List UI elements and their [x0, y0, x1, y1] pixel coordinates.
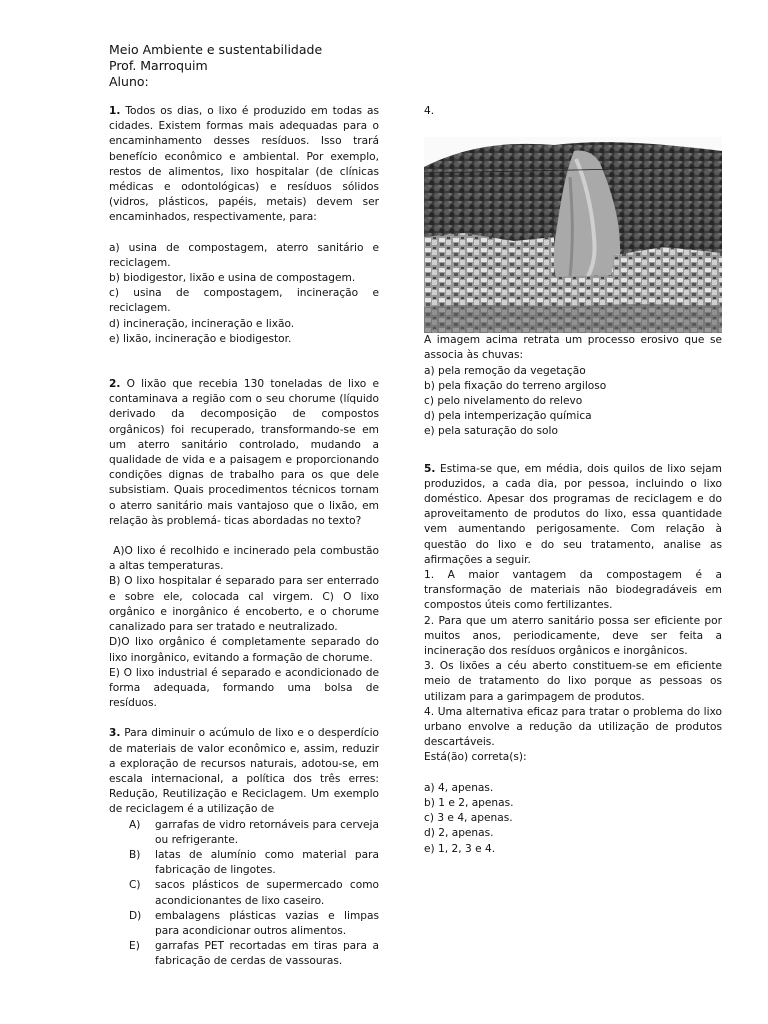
- left-column: [109, 104, 383, 970]
- option-a: A) garrafas de vidro retornáveis para cerveja ou refrigerante.: [129, 818, 379, 846]
- question-text: Para diminuir o acúmulo de lixo e o desperdício de materiais de valor econômico e, assim, reduzir a exploração de recursos naturais, adotou-se, em escala internacional, a política dos três erres: Redução, Reutilização e Reciclagem. Um exemplo de reciclagem é a utilização de: [109, 727, 379, 816]
- option-d: D)O lixo orgânico é completamente separado do lixo inorgânico, evitando a formação de chorume.: [109, 636, 379, 664]
- option-d: d) pela intemperização química: [424, 410, 592, 423]
- question-number: 3.: [109, 727, 121, 740]
- option-a: a) pela remoção da vegetação: [424, 364, 586, 377]
- option-a: A)O lixo é recolhido e incinerado pela combustão a altas temperaturas.: [109, 545, 383, 573]
- student-label: Aluno:: [109, 74, 149, 89]
- option-e: E) O lixo industrial é separado e acondicionado de forma adequada, formando uma bolsa de resíduos.: [109, 666, 379, 710]
- worksheet-header: [109, 42, 322, 90]
- options-list: [109, 818, 379, 970]
- statement-3: 3. Os lixões a céu aberto constituem-se em eficiente meio de tratamento do lixo porque as pessoas os utilizam para a garimpagem de produtos.: [424, 660, 722, 703]
- option-a: a) 4, apenas.: [424, 781, 494, 794]
- statement-1: 1. A maior vantagem da compostagem é a transformação de materiais não biodegradáveis em compostos úteis como fertilizantes.: [424, 569, 722, 612]
- question-text: Estima-se que, em média, dois quilos de lixo sejam produzidos, a cada dia, por pessoa, incluindo o lixo doméstico. Apesar dos programas de reciclagem e do aproveitamento de produtos do lixo, essa quantidade vem aumentando perigosamente. Com relação à questão do lixo e do seu tratamento, analise as afirmações a seguir.: [424, 462, 722, 566]
- option-a: a) usina de compostagem, aterro sanitário e reciclagem.: [109, 241, 379, 269]
- option-e: E) garrafas PET recortadas em tiras para a fabricação de cerdas de vassouras.: [129, 940, 379, 968]
- option-d: d) incineração, incineração e lixão.: [109, 317, 295, 330]
- option-b-c: B) O lixo hospitalar é separado para ser enterrado e sobre ele, colocada cal virgem. C) O lixo orgânico e inorgânico é encoberto, e o chorume canalizado para ser tratado e neutralizado.: [109, 575, 379, 634]
- option-c: c) 3 e 4, apenas.: [424, 812, 513, 825]
- question-number: 5.: [424, 462, 436, 475]
- option-b: B) latas de alumínio como material para fabricação de lingotes.: [129, 848, 379, 877]
- statement-2: 2. Para que um aterro sanitário possa ser eficiente por muitos anos, periodicamente, deve ser feita a incineração dos resíduos orgânicos e inorgânicos.: [424, 614, 722, 658]
- option-c: c) pelo nivelamento do relevo: [424, 395, 583, 408]
- statement-4: 4. Uma alternativa eficaz para tratar o problema do lixo urbano envolve a redução da utilização de produtos descartáveis.: [424, 705, 722, 749]
- option-c: c) usina de compostagem, incineração e reciclagem.: [109, 287, 379, 315]
- option-b: b) biodigestor, lixão e usina de compostagem.: [109, 272, 356, 285]
- question-number: 2.: [109, 378, 121, 391]
- option-b: b) 1 e 2, apenas.: [424, 796, 514, 809]
- landslide-illustration: [424, 137, 722, 333]
- option-d: D) embalagens plásticas vazias e limpas para acondicionar outros alimentos.: [129, 909, 379, 937]
- question-number: 1.: [109, 105, 121, 117]
- option-b: b) pela fixação do terreno argiloso: [424, 379, 607, 392]
- question-text: O lixão que recebia 130 toneladas de lixo e contaminava a região com o seu chorume (líquido derivado da decomposição de compostos orgânicos) foi recuperado, transformando-se em um aterro sanitário controlado, mudando a qualidade de vida e a paisagem e proporcionando condições dignas de trabalho para os que dele subsistiam. Quais procedimentos técnicos tornam o aterro sanitário mais vantajoso que o lixão, em relação às problemá- ticas abordadas no texto?: [109, 378, 379, 527]
- question-4-text: A imagem acima retrata um processo erosivo que se associa às chuvas:: [424, 334, 722, 362]
- option-c: C) sacos plásticos de supermercado como acondicionantes de lixo caseiro.: [129, 879, 379, 907]
- landslide-photo: [424, 137, 722, 333]
- question-3: [109, 726, 379, 817]
- question-1: [109, 104, 379, 226]
- question-2: [109, 377, 379, 529]
- teacher-name: Prof. Marroquim: [109, 58, 208, 73]
- question-4-number: 4.: [424, 105, 435, 117]
- course-title: Meio Ambiente e sustentabilidade: [109, 42, 323, 57]
- answer-prompt: Está(ão) correta(s):: [424, 751, 527, 764]
- option-e: e) 1, 2, 3 e 4.: [424, 842, 496, 855]
- right-column: [424, 104, 722, 857]
- option-e: e) pela saturação do solo: [424, 425, 558, 438]
- option-d: d) 2, apenas.: [424, 827, 494, 840]
- question-5: [424, 462, 722, 568]
- question-text: Todos os dias, o lixo é produzido em todas as cidades. Existem formas mais adequadas para o encaminhamento desses resíduos. Isso trará benefício econômico e ambiental. Por exemplo, restos de alimentos, lixo hospitalar (de clínicas médicas e odontológicas) e resíduos sólidos (vidros, plásticos, papéis, metais) devem ser encaminhados, respectivamente, para:: [109, 105, 379, 224]
- option-e: e) lixão, incineração e biodigestor.: [109, 332, 292, 345]
